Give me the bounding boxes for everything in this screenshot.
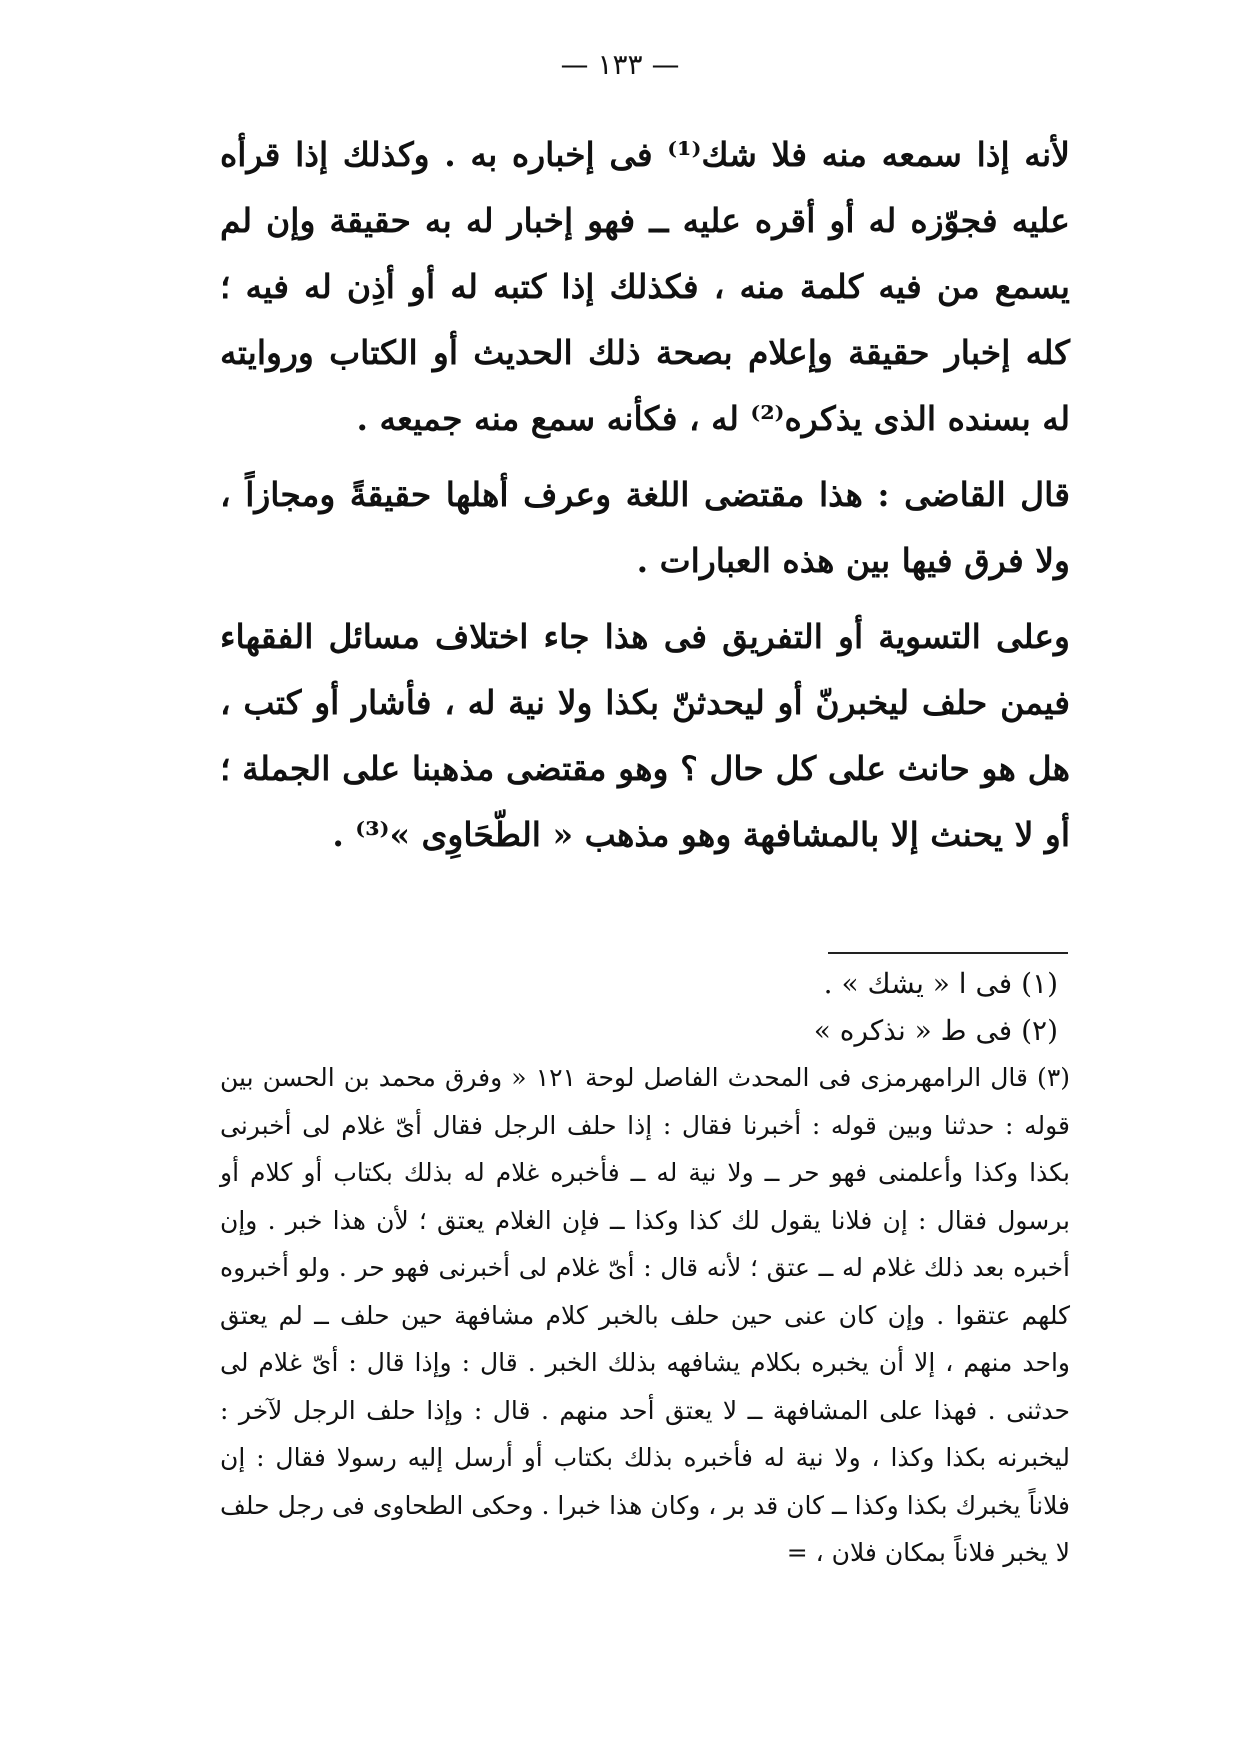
footnote: (٣) قال الرامهرمزى فى المحدث الفاصل لوحة ١٢١ « وفرق محمد بن الحسن بين قوله : حدثنا وبين قوله : أخبرنا فقال : إذا حلف الرجل فقال أىّ غلام لى أخبرنى بكذا وكذا وأعلمنى فهو حر ــ ولا نية له ــ فأخبره غلام له بذلك بكتاب أو كلام أو برسول فقال : إن فلانا يقول لك كذا وكذا ــ فإن الغلام يعتق ؛ لأن هذا خبر . وإن أخبره بعد ذلك غلام له ــ عتق ؛ لأنه قال : أىّ غلام لى أخبرنى فهو حر . ولو أخبروه كلهم عتقوا . وإن كان عنى حين حلف بالخبر كلام مشافهة حين حلف ــ لم يعتق واحد منهم ، إلا أن يخبره بكلام يشافهه بذلك الخبر . قال : وإذا قال : أىّ غلام لى حدثنى . فهذا على المشافهة ــ لا يعتق أحد منهم . قال : وإذا حلف الرجل لآخر : ليخبرنه بكذا وكذا ، ولا نية له فأخبره بذلك بكتاب أو أرسل إليه رسولا فقال : إن فلاناً يخبرك بكذا وكذا ــ كان قد بر ، وكان هذا خبرا . وحكى الطحاوى فى رجل حلف لا يخبر فلاناً بمكان فلان ، = bbox=[220, 1063, 1071, 1567]
footnote: (١) فى ا « يشك » . bbox=[823, 967, 1058, 1000]
footnote: (٢) فى ط « نذكره » bbox=[813, 1014, 1058, 1047]
main-text bbox=[220, 122, 1070, 868]
footnotes bbox=[220, 960, 1070, 1577]
paragraph: وعلى التسوية أو التفريق فى هذا جاء اختلاف مسائل الفقهاء فيمن حلف ليخبرنّ أو ليحدثنّ بكذا ولا نية له ، فأشار أو كتب ، هل هو حانث على كل حال ؟ وهو مقتضى مذهبنا على الجملة ؛ أو لا يحنث إلا بالمشافهة وهو مذهب « الطّحَاوِى »⁽³⁾ . bbox=[220, 617, 1070, 854]
paragraph: قال القاضى : هذا مقتضى اللغة وعرف أهلها حقيقةً ومجازاً ، ولا فرق فيها بين هذه العبارات . bbox=[220, 475, 1070, 580]
page-number: — ١٣٣ — bbox=[560, 48, 680, 81]
paragraph: لأنه إذا سمعه منه فلا شك⁽¹⁾ فى إخباره به . وكذلك إذا قرأه عليه فجوّزه له أو أقره عليه ــ فهو إخبار له به حقيقة وإن لم يسمع من فيه كلمة منه ، فكذلك إذا كتبه له أو أذِن له فيه ؛ كله إخبار حقيقة وإعلام بصحة ذلك الحديث أو الكتاب وروايته له بسنده الذى يذكره⁽²⁾ له ، فكأنه سمع منه جميعه . bbox=[220, 135, 1070, 438]
footnote-separator bbox=[828, 952, 1068, 954]
